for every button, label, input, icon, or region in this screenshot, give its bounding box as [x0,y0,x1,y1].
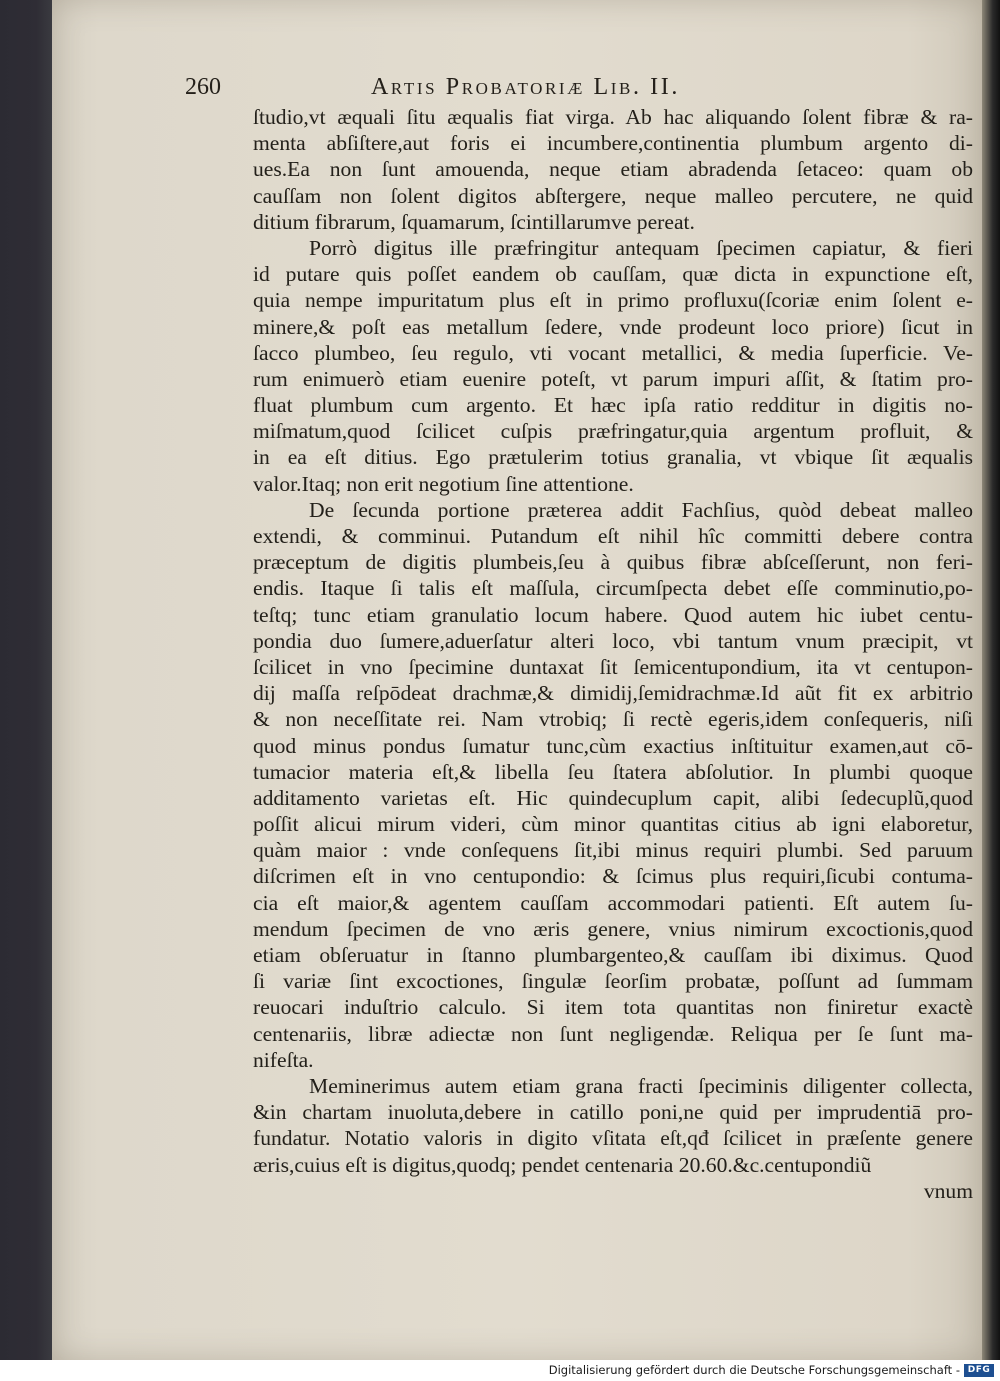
footer-bar [0,1360,1000,1381]
text-line: teſtq; tunc etiam granulatio locum habere. Quod autem hic iubet centu- [253,602,973,627]
text-line: ſi variæ ſint excoctiones, ſingulæ ſeorſim probatæ, poſſunt ad ſummam [253,969,973,994]
text-line: mendum ſpecimen de vno æris genere, vnius nimirum excoctionis,quod [253,916,973,941]
text-line: id putare quis poſſet eandem ob cauſſam, quæ dicta in expunctione eſt, [253,262,973,287]
text-line: poſſit alicui mirum videri, cùm minor quantitas citius ab igni elaboretur, [253,812,973,837]
text-line: pondia duo ſumere,aduerſatur alteri loco, vbi tantum vnum præcipit, vt [253,628,973,653]
text-line: valor.Itaq; non erit negotium ſine attentione. [253,471,634,496]
dfg-logo-icon: DFG [964,1364,994,1377]
running-head [185,74,965,101]
funding-notice: Digitalisierung gefördert durch die Deutsche Forschungsgemeinschaft - [548,1363,960,1377]
text-line: Meminerimus autem etiam grana fracti ſpeciminis diligenter collecta, [309,1073,973,1098]
text-line: dij maſſa reſpōdeat drachmæ,& dimidij,ſemidrachmæ.Id aũt fit ex arbitrio [253,681,973,706]
text-line: De ſecunda portione prætereа addit Fachſius, quòd debeat malleo [309,497,973,522]
body-text [253,104,973,1204]
text-line: nifeſta. [253,1047,314,1072]
text-line: ſacco plumbeo, ſeu regulo, vti vocant metallici, & media ſuperficie. Ve- [253,340,973,365]
text-line: centenariis, libræ adiectæ non ſunt negligendæ. Reliqua per ſe ſunt ma- [253,1021,973,1046]
text-line: & non neceſſitate rei. Nam vtrobiq; ſi rectè egeris,idem conſequeris, niſi [253,707,973,732]
page-edge-shadow [982,0,1000,1360]
text-line: quod minus pondus ſumatur tunc,cùm exactius inſtituitur examen,aut cō- [253,733,973,758]
text-line: &in chartam inuoluta,debere in catillo poni,ne quid per imprudentiā pro- [253,1100,973,1125]
text-line: cauſſam non ſolent digitos abſtergere, neque malleo percutere, ne quid [253,183,973,208]
text-line: additamento varietas eſt. Hic quindecuplum capit, alibi ſedecuplũ,quod [253,785,973,810]
text-line: cia eſt maior,& agentem cauſſam accommodari patienti. Eſt autem ſu- [253,890,973,915]
running-head-title: Artis Probatoriæ Lib. II. [371,74,680,100]
text-line: ſtudio,vt æquali ſitu æqualis fiat virga. Ab hac aliquando ſolent fibræ & ra- [253,105,973,129]
scan-left-margin [0,0,52,1360]
text-line: æris,cuius eſt is digitus,quodq; pendet centenaria 20.60.&c.centupondiũ [253,1152,872,1177]
text-line: minere,& poſt eas metallum ſedere, vnde prodeunt loco priore) ſicut in [253,314,973,339]
page-number: 260 [185,74,221,100]
text-line: quia nempe impuritatum plus eſt in primo profluxu(ſcoriæ enim ſolent e- [253,288,973,313]
text-line: præceptum de digitis plumbeis,ſeu à quibus fibræ abſceſſerunt, non feri- [253,550,973,575]
text-line: ſcilicet in vno ſpecimine duntaxat ſit ſemicentupondium, ita vt centupon- [253,654,973,679]
text-line: in ea eſt ditius. Ego prætulerim totius granalia, vt vbique ſit æqualis [253,445,973,470]
text-line: endis. Itaque ſi talis eſt maſſula, circumſpecta debet eſſe comminutio,po- [253,576,973,601]
text-line: Porrò digitus ille præfringitur antequam ſpecimen capiatur, & fieri [309,235,973,260]
text-line: fundatur. Notatio valoris in digito vſitata eſt,qđ ſcilicet in præſente genere [253,1126,973,1151]
text-line: vnum [923,1178,973,1203]
text-line: ues.Ea non ſunt amouenda, neque etiam abradenda ſetaceo: quam ob [253,157,973,182]
text-line: extendi, & comminui. Putandum eſt nihil hîc committi debere contra [253,524,973,548]
text-line: reuocari induſtrio calculo. Si item tota quantitas non finiretur exactè [253,995,973,1020]
text-line: miſmatum,quod ſcilicet cuſpis præfringatur,quia argentum profluit, & [253,419,973,444]
text-line: tumacior materia eſt,& libella ſeu ſtatera abſolutior. In plumbi quoque [253,759,973,784]
text-line: diſcrimen eſt in vno centupondio: & ſcimus plus requiri,ſicubi contuma- [253,864,973,889]
text-line: etiam obſeruatur in ſtanno plumbargenteo,& cauſſam ibi diximus. Quod [253,943,973,967]
text-line: fluat plumbum cum argento. Et hæc ipſa ratio redditur in digitis no- [253,393,973,418]
text-line: quàm maior : vnde conſequens ſit,ibi minus requiri plumbi. Sed paruum [253,838,973,863]
text-line: rum enimuerò etiam euenire poteſt, vt parum impuri aſſit, & ſtatim pro- [253,366,973,391]
text-line: menta abſiſtere,aut foris ei incumbere,continentia plumbum argento di- [253,131,973,156]
text-line: ditium fibrarum, ſquamarum, ſcintillarumve pereat. [253,209,695,234]
